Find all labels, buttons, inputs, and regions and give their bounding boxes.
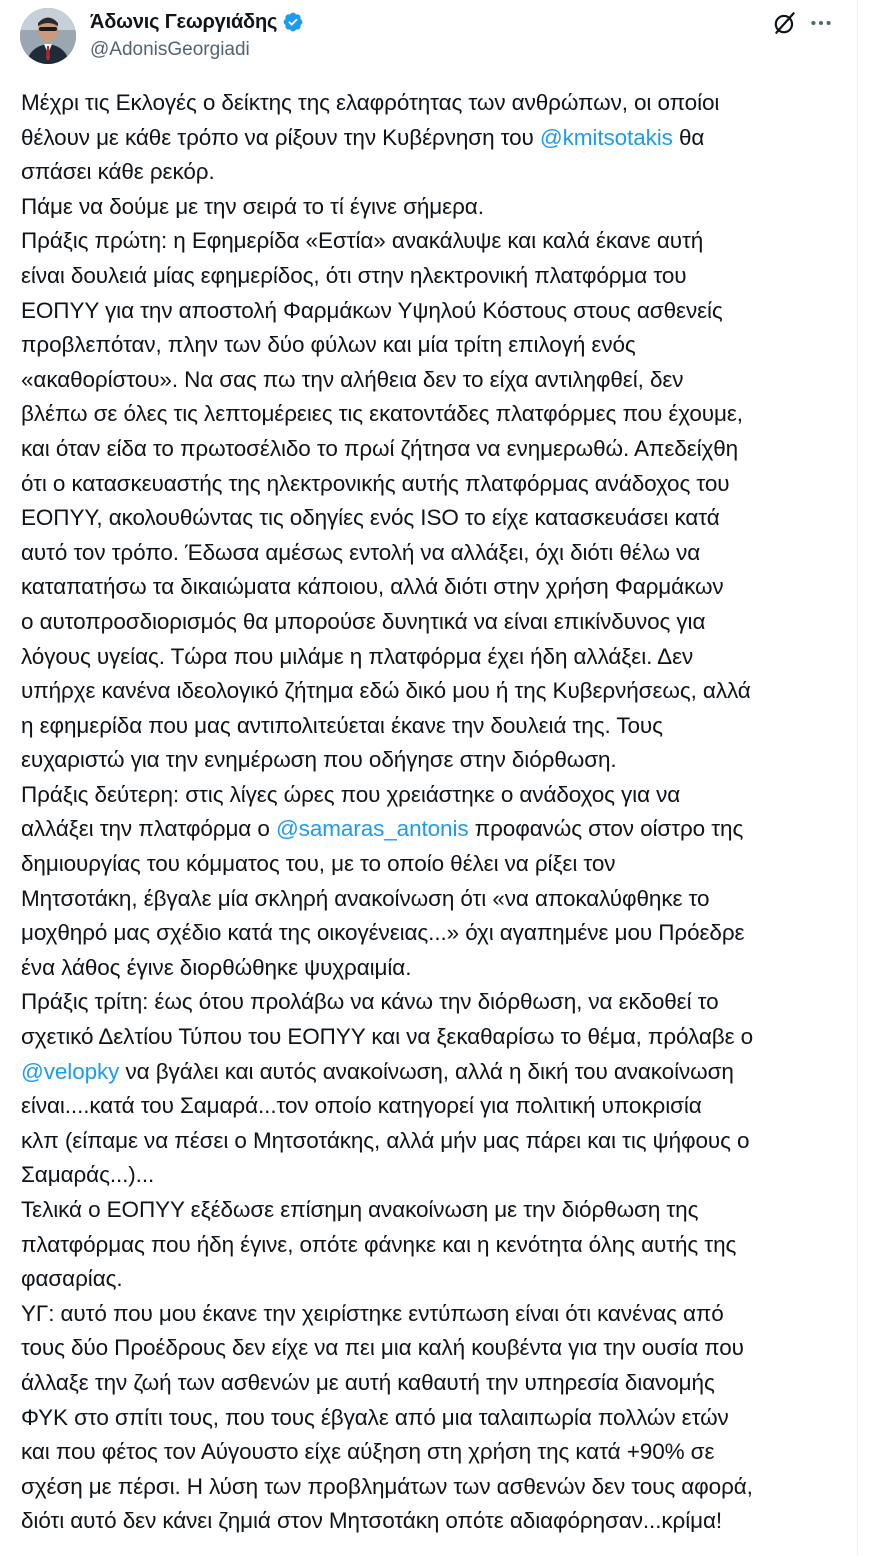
text-segment: διότι αυτό δεν κάνει ζημιά στον Μητσοτάκη οπότε αδιαφόρησαν...κρίμα!	[21, 1508, 723, 1534]
tweet-text-line	[21, 432, 849, 467]
text-segment: φασαρίας.	[21, 1266, 123, 1292]
tweet-text-line	[21, 985, 849, 1020]
author-handle[interactable]: @AdonisGeorgiadi	[90, 39, 250, 60]
text-segment: θέλουν με κάθε τρόπο να ρίξουν την Κυβέρνηση του	[21, 124, 540, 150]
text-segment: λόγους υγείας. Τώρα που μιλάμε η πλατφόρμα έχει ήδη αλλάξει. Δεν	[21, 643, 694, 669]
tweet-text-line	[21, 501, 849, 536]
text-segment: Πάμε να δούμε με την σειρά το τί έγινε σήμερα.	[21, 193, 484, 219]
author-display-name[interactable]: Άδωνις Γεωργιάδης	[90, 10, 278, 33]
tweet-text-line	[21, 536, 849, 571]
verified-badge-icon	[282, 11, 304, 33]
tweet-text-line	[21, 224, 849, 259]
text-segment: ΕΟΠΥΥ, ακολουθώντας τις οδηγίες ενός ISO το είχε κατασκευάσει κατά	[21, 505, 720, 531]
text-segment: «ακαθορίστου». Να σας πω την αλήθεια δεν το είχα αντιληφθεί, δεν	[21, 366, 684, 392]
more-dots-icon[interactable]	[808, 10, 834, 36]
text-segment: ο αυτοπροσδιορισμός θα μπορούσε δυνητικά να είναι επικίνδυνος για	[21, 608, 706, 634]
tweet-text-line	[21, 1504, 849, 1539]
text-segment: ΕΟΠΥΥ για την αποστολή Φαρμάκων Υψηλού Κόστους στους ασθενείς	[21, 297, 723, 323]
text-segment: Μέχρι τις Εκλογές ο δείκτης της ελαφρότητας των ανθρώπων, οι οποίοι	[21, 90, 720, 115]
tweet-text-line	[21, 778, 849, 813]
tweet-text-line	[21, 1124, 849, 1159]
tweet-header	[0, 0, 858, 80]
tweet-text-line	[21, 86, 849, 121]
text-segment: τους δύο Προέδρους δεν είχε να πει μια καλή κουβέντα για την ουσία που	[21, 1335, 744, 1361]
tweet-text-line	[21, 640, 849, 675]
text-segment: και που φέτος τον Αύγουστο είχε αύξηση στη χρήση της κατά +90% σε	[21, 1439, 715, 1465]
text-segment: σπάσει κάθε ρεκόρ.	[21, 159, 215, 185]
tweet-text-line	[21, 1193, 849, 1228]
text-segment: δημιουργίας του κόμματος του, με το οποίο θέλει να ρίξει τον	[21, 851, 616, 877]
tweet-text-line	[21, 743, 849, 778]
mention-link[interactable]: @kmitsotakis	[539, 124, 673, 150]
tweet-text-line	[21, 1401, 849, 1436]
grok-slash-icon[interactable]	[772, 10, 798, 36]
avatar[interactable]	[20, 8, 76, 64]
text-segment: προφανώς στον οίστρο της	[468, 816, 744, 842]
tweet-text-line	[21, 1470, 849, 1505]
tweet-text-line	[21, 570, 849, 605]
text-segment: μοχθηρό μας σχέδιο κατά της οικογένειας...» όχι αγαπημένε μου Πρόεδρε	[21, 920, 745, 946]
tweet-text-line	[21, 847, 849, 882]
text-segment: Πράξις δεύτερη: στις λίγες ώρες που χρειάστηκε ο ανάδοχος για να	[21, 781, 681, 807]
text-segment: πλατφόρμας που ήδη έγινε, οπότε φάνηκε και η κενότητα όλης αυτής της	[21, 1231, 737, 1257]
tweet-text-line	[21, 916, 849, 951]
text-segment: ένα λάθος έγινε διορθώθηκε ψυχραιμία.	[21, 954, 412, 980]
text-segment: θα	[672, 124, 705, 150]
text-segment: ΥΓ: αυτό που μου έκανε την χειρίστηκε εντύπωση είναι ότι κανένας από	[21, 1300, 724, 1326]
text-segment: σχέση με πέρσι. Η λύση των προβλημάτων των ασθενών δεν τους αφορά,	[21, 1473, 753, 1499]
text-segment: ευχαριστώ για την ενημέρωση που οδήγησε στην διόρθωση.	[21, 747, 617, 773]
tweet-text-line	[21, 882, 849, 917]
tweet-text-line	[21, 1435, 849, 1470]
text-segment: σχετικό Δελτίου Τύπου του ΕΟΠΥΥ και να ξεκαθαρίσω το θέμα, πρόλαβε ο	[21, 1024, 754, 1050]
text-segment: είναι δουλειά μίας εφημερίδος, ότι στην ηλεκτρονική πλατφόρμα του	[21, 262, 687, 288]
text-segment: βλέπω σε όλες τις λεπτομέρειες τις εκατοντάδες πλατφόρμες που έχουμε,	[21, 401, 743, 427]
text-segment: κλπ (είπαμε να πέσει ο Μητσοτάκης, αλλά μήν μας πάρει και τις ψήφους ο	[21, 1127, 750, 1153]
tweet-text-line	[21, 1262, 849, 1297]
text-segment: αλλάξει την πλατφόρμα ο	[21, 816, 276, 842]
mention-link[interactable]: @samaras_antonis	[275, 816, 469, 842]
tweet-text-line	[21, 155, 849, 190]
tweet-text-line	[21, 1020, 849, 1055]
text-segment: ότι ο κατασκευαστής της ηλεκτρονικής αυτής πλατφόρμας ανάδοχος του	[21, 470, 730, 496]
tweet-text-line	[21, 1158, 849, 1193]
text-segment: υπήρχε κανένα ιδεολογικό ζήτημα εδώ δικό μου ή της Κυβερνήσεως, αλλά	[21, 678, 751, 704]
tweet-text-line	[21, 674, 849, 709]
tweet-text-line	[21, 190, 849, 225]
tweet-text-line	[21, 812, 849, 847]
tweet-text-line	[21, 363, 849, 398]
text-segment: προβλεπόταν, πλην των δύο φύλων και μία τρίτη επιλογή ενός	[21, 332, 636, 358]
tweet-text-line	[21, 1228, 849, 1263]
text-segment: Σαμαράς...)...	[21, 1162, 155, 1188]
author-block[interactable]	[90, 9, 304, 61]
text-segment: αυτό τον τρόπο. Έδωσα αμέσως εντολή να αλλάξει, όχι διότι θέλω να	[21, 539, 701, 565]
text-segment: η εφημερίδα που μας αντιπολιτεύεται έκανε την δουλειά της. Τους	[21, 712, 663, 738]
text-segment: Τελικά ο ΕΟΠΥΥ εξέδωσε επίσημη ανακοίνωση με την διόρθωση της	[21, 1197, 699, 1222]
tweet-text-line	[21, 1297, 849, 1332]
text-segment: Πράξις τρίτη: έως ότου προλάβω να κάνω την διόρθωση, να εκδοθεί το	[21, 989, 719, 1015]
tweet-text-line	[21, 1331, 849, 1366]
text-segment: καταπατήσω τα δικαιώματα κάποιου, αλλά διότι στην χρήση Φαρμάκων	[21, 574, 724, 600]
avatar-image	[20, 8, 76, 64]
text-segment: ΦΥΚ στο σπίτι τους, που τους έβγαλε από μια ταλαιπωρία πολλών ετών	[21, 1404, 729, 1430]
text-segment: και όταν είδα το πρωτοσέλιδο το πρωί ζήτησα να ενημερωθώ. Απεδείχθη	[21, 435, 739, 461]
tweet-text-line	[21, 259, 849, 294]
tweet-text-line	[21, 951, 849, 986]
tweet-text-line	[21, 328, 849, 363]
tweet-text-line	[21, 1055, 849, 1090]
tweet-text-line	[21, 605, 849, 640]
text-segment: Μητσοτάκη, έβγαλε μία σκληρή ανακοίνωση ότι «να αποκαλύφθηκε το	[21, 885, 710, 911]
tweet-text-line	[21, 1366, 849, 1401]
tweet-text-line	[21, 1089, 849, 1124]
tweet-text-line	[21, 121, 849, 156]
tweet-text-line	[21, 709, 849, 744]
tweet-text-line	[21, 294, 849, 329]
text-segment: είναι....κατά του Σαμαρά...τον οποίο κατηγορεί για πολιτική υποκρισία	[21, 1093, 702, 1119]
tweet-text	[21, 86, 849, 1539]
tweet-text-line	[21, 397, 849, 432]
tweet-text-line	[21, 467, 849, 502]
text-segment: Πράξις πρώτη: η Εφημερίδα «Εστία» ανακάλυψε και καλά έκανε αυτή	[21, 228, 704, 254]
mention-link[interactable]: @velopky	[21, 1058, 120, 1084]
text-segment: άλλαξε την ζωή των ασθενών με αυτή καθαυτή την υπηρεσία διανομής	[21, 1369, 715, 1395]
text-segment: να βγάλει και αυτός ανακοίνωση, αλλά η δική του ανακοίνωση	[119, 1058, 734, 1084]
